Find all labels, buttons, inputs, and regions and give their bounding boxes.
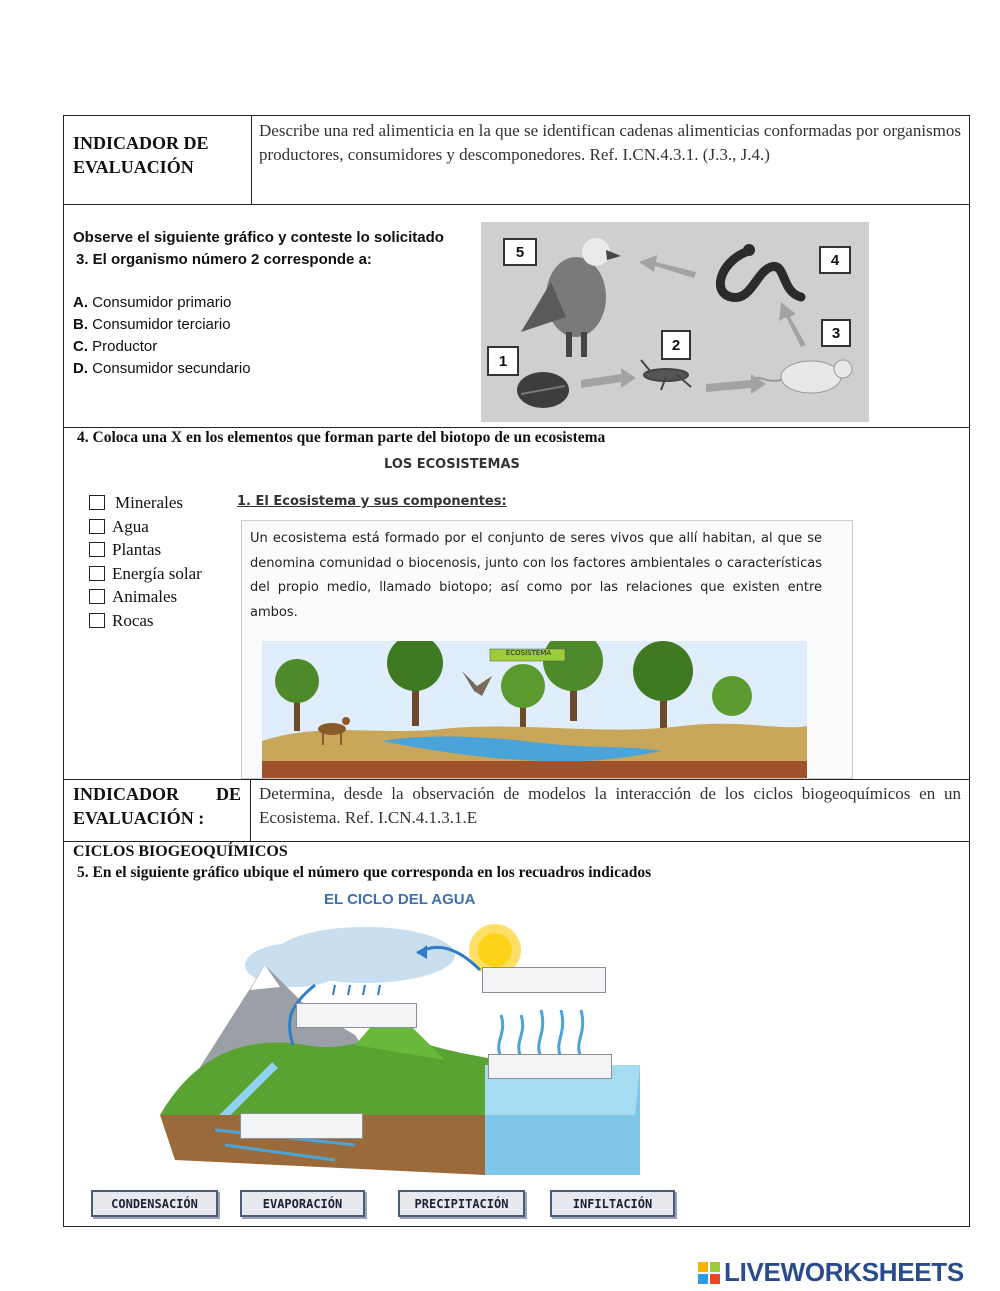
mouse-icon bbox=[751, 360, 852, 393]
q4-question: 4. Coloca una X en los elementos que forman parte del biotopo de un ecosistema bbox=[77, 429, 606, 446]
indicator-text-2: Determina, desde la observación de modelos la interacción de los ciclos biogeoquímicos en un Ecosistema. Ref. I.CN.4.1.3.1.E bbox=[259, 784, 961, 827]
grasshopper-icon bbox=[641, 360, 691, 390]
rain-icon bbox=[333, 985, 380, 995]
row-divider bbox=[63, 779, 970, 780]
drop-box-bottom[interactable] bbox=[240, 1113, 363, 1139]
indicator-text: Describe una red alimenticia en la que se identifican cadenas alimenticias conformadas por organismos productores, consumidores y descomponedores. Ref. I.CN.4.3.1. (J.3., J.4.) bbox=[259, 121, 961, 164]
biotopo-checklist bbox=[89, 491, 202, 632]
row-divider bbox=[63, 427, 970, 428]
arrow-icon bbox=[581, 255, 806, 394]
q5-question: 5. En el siguiente gráfico ubique el número que corresponda en los recuadros indicados bbox=[77, 864, 652, 881]
chip-condensacion[interactable]: CONDENSACIÓN bbox=[91, 1190, 218, 1217]
drop-box-top-right[interactable] bbox=[482, 967, 606, 993]
checkbox-plantas[interactable]: Plantas bbox=[89, 538, 202, 562]
water-cycle-illustration bbox=[155, 915, 655, 1185]
figure-label-3: 3 bbox=[821, 319, 851, 347]
indicator-label-2: INDICADOR DE EVALUACIÓN : bbox=[73, 784, 241, 828]
chip-infiltacion[interactable]: INFILTACIÓN bbox=[550, 1190, 675, 1217]
checkbox-icon[interactable] bbox=[89, 542, 105, 557]
ecosystem-sign-label: ECOSISTEMA bbox=[505, 649, 552, 657]
column-divider bbox=[250, 779, 251, 841]
row-divider bbox=[63, 841, 970, 842]
checkbox-energia-solar[interactable]: Energía solar bbox=[89, 562, 202, 586]
column-divider bbox=[251, 115, 252, 204]
liveworksheets-logo bbox=[698, 1257, 964, 1288]
ecosystem-figure-panel bbox=[241, 520, 853, 779]
chip-precipitacion[interactable]: PRECIPITACIÓN bbox=[398, 1190, 525, 1217]
figure-label-5: 5 bbox=[503, 238, 537, 266]
ecosystem-illustration bbox=[262, 641, 807, 779]
checkbox-icon[interactable] bbox=[89, 519, 105, 534]
checkbox-icon[interactable] bbox=[89, 495, 105, 510]
checkbox-animales[interactable]: Animales bbox=[89, 585, 202, 609]
option-c[interactable]: C. Productor bbox=[73, 338, 158, 355]
q3-question: 3. El organismo número 2 corresponde a: bbox=[76, 251, 372, 268]
checkbox-icon[interactable] bbox=[89, 589, 105, 604]
evaporation-icon bbox=[499, 1010, 583, 1055]
option-a[interactable]: A. Consumidor primario bbox=[73, 294, 232, 311]
chip-evaporacion[interactable]: EVAPORACIÓN bbox=[240, 1190, 365, 1217]
ecosystem-figure-title: LOS ECOSISTEMAS bbox=[384, 457, 520, 472]
q5-heading: CICLOS BIOGEOQUÍMICOS bbox=[73, 843, 288, 860]
drop-box-right[interactable] bbox=[488, 1054, 612, 1079]
figure-label-1: 1 bbox=[487, 346, 519, 376]
option-d[interactable]: D. Consumidor secundario bbox=[73, 360, 251, 377]
q3-options bbox=[73, 292, 251, 380]
checkbox-rocas[interactable]: Rocas bbox=[89, 609, 202, 633]
checkbox-icon[interactable] bbox=[89, 613, 105, 628]
food-chain-illustration bbox=[481, 222, 869, 422]
ecosystem-figure-subtitle: 1. El Ecosistema y sus componentes: bbox=[237, 494, 507, 509]
checkbox-agua[interactable]: Agua bbox=[89, 515, 202, 539]
option-b[interactable]: B. Consumidor terciario bbox=[73, 316, 231, 333]
figure-label-4: 4 bbox=[819, 246, 851, 274]
figure-label-2: 2 bbox=[661, 330, 691, 360]
food-chain-figure bbox=[481, 222, 869, 422]
leaf-icon bbox=[517, 372, 569, 408]
drop-box-left[interactable] bbox=[296, 1003, 417, 1028]
water-cycle-title: EL CICLO DEL AGUA bbox=[324, 891, 476, 908]
ecosystem-paragraph: Un ecosistema está formado por el conjunto de seres vivos que allí habitan, al que se denomina comunidad o biocenosis, junto con los factores ambientales o características del propio medio, llamado biotopo; así como por las relaciones que existen entre ambos. bbox=[250, 531, 822, 620]
row-divider bbox=[63, 204, 970, 205]
logo-icon bbox=[698, 1262, 720, 1284]
snake-icon bbox=[720, 244, 801, 298]
checkbox-minerales[interactable]: Minerales bbox=[89, 491, 202, 515]
q3-instruction: Observe el siguiente gráfico y conteste lo solicitado bbox=[73, 229, 444, 246]
indicator-label: INDICADOR DE EVALUACIÓN bbox=[73, 133, 209, 177]
logo-text: LIVEWORKSHEETS bbox=[724, 1257, 964, 1287]
checkbox-icon[interactable] bbox=[89, 566, 105, 581]
